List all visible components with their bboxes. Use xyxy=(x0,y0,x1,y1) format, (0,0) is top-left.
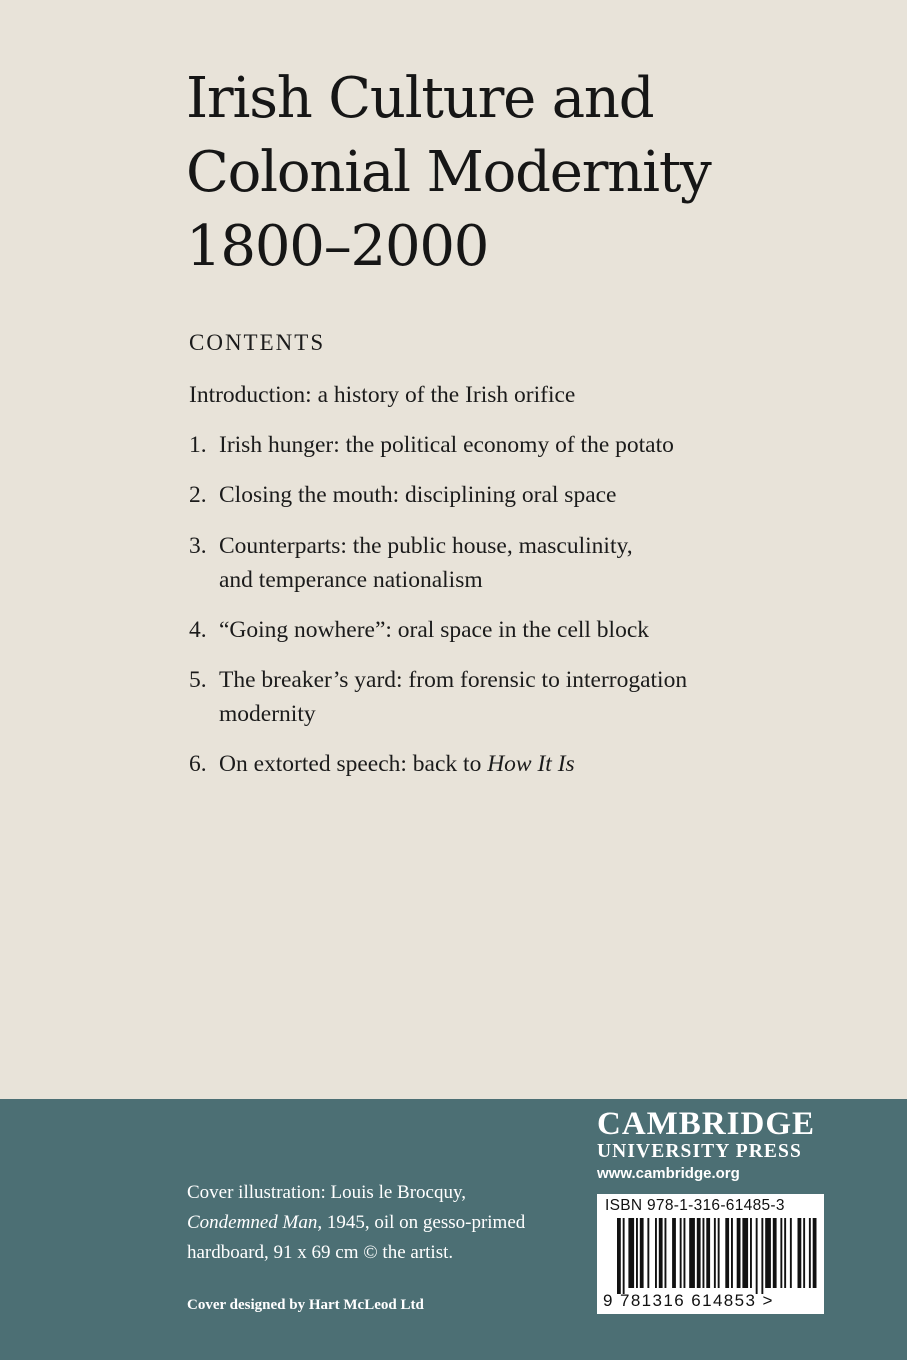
chapter-title-continued: modernity xyxy=(219,701,316,727)
barcode-bar xyxy=(765,1218,771,1288)
barcode-bar xyxy=(780,1218,782,1288)
chapter-number: 6. xyxy=(189,751,207,777)
isbn-barcode xyxy=(597,1194,824,1314)
chapter-title: Counterparts: the public house, masculinity, xyxy=(219,533,633,559)
chapter-number: 2. xyxy=(189,482,207,508)
barcode-bar xyxy=(737,1218,741,1288)
title-line-3: 1800–2000 xyxy=(186,214,489,279)
barcode-bar xyxy=(697,1218,701,1288)
chapter-title: Irish hunger: the political economy of the potato xyxy=(219,432,674,458)
barcode-bar xyxy=(803,1218,805,1288)
artwork-details: 1945, oil on gesso-primed xyxy=(322,1212,526,1233)
barcode-bar xyxy=(680,1218,682,1288)
publisher-logo xyxy=(597,1106,837,1182)
chapter-title: The breaker’s yard: from forensic to interrogation xyxy=(219,667,688,693)
barcode-bar xyxy=(640,1218,644,1288)
barcode-bar xyxy=(703,1218,705,1288)
barcode-bar xyxy=(731,1218,733,1288)
isbn-label: ISBN 978-1-316-61485-3 xyxy=(605,1197,785,1214)
barcode-bar xyxy=(647,1218,649,1288)
barcode-bar xyxy=(689,1218,695,1288)
publisher-url[interactable]: www.cambridge.org xyxy=(597,1165,740,1182)
publisher-name: CAMBRIDGE xyxy=(597,1106,816,1142)
barcode-bar xyxy=(773,1218,777,1288)
barcode-bar xyxy=(813,1218,817,1288)
contents-heading: CONTENTS xyxy=(189,330,326,355)
credit-line-3: hardboard, 91 x 69 cm © the artist. xyxy=(187,1242,454,1263)
barcode-bar xyxy=(714,1218,716,1288)
chapter-title-continued: and temperance nationalism xyxy=(219,567,483,593)
barcode-bar xyxy=(628,1218,634,1288)
credit-line-2 xyxy=(187,1208,567,1238)
barcode-bar xyxy=(706,1218,710,1288)
chapter-title xyxy=(219,747,809,781)
barcode-bar xyxy=(750,1218,752,1288)
chapter-number: 1. xyxy=(189,432,207,458)
barcode-bar xyxy=(790,1218,792,1288)
barcode-digits: 9 781316 614853 > xyxy=(603,1291,774,1310)
barcode-bar xyxy=(725,1218,729,1288)
barcode-bar xyxy=(623,1218,625,1294)
chapter-number: 5. xyxy=(189,667,207,693)
barcode-bar xyxy=(742,1218,748,1288)
cover-illustration-credit xyxy=(187,1178,567,1268)
title-line-2: Colonial Modernity xyxy=(186,140,711,205)
cover-designer-credit: Cover designed by Hart McLeod Ltd xyxy=(187,1297,424,1313)
chapter-title-text: On extorted speech: back to xyxy=(219,751,488,777)
book-title xyxy=(186,62,866,284)
barcode-bar xyxy=(756,1218,758,1294)
title-line-1: Irish Culture and xyxy=(186,66,654,131)
publisher-subtitle: UNIVERSITY PRESS xyxy=(597,1141,802,1162)
barcode-bar xyxy=(672,1218,676,1288)
barcode-bar xyxy=(761,1218,763,1294)
chapter-number: 3. xyxy=(189,533,207,559)
artwork-title: Condemned Man, xyxy=(187,1212,323,1233)
barcode-bar xyxy=(784,1218,786,1288)
barcode-bar xyxy=(684,1218,686,1288)
barcode-bar xyxy=(617,1218,621,1294)
chapter-number: 4. xyxy=(189,617,207,643)
credit-line-1: Cover illustration: Louis le Brocquy, xyxy=(187,1182,466,1203)
barcode-bar xyxy=(636,1218,638,1288)
barcode-bar xyxy=(665,1218,667,1288)
barcode-bar xyxy=(798,1218,802,1288)
chapter-title: “Going nowhere”: oral space in the cell block xyxy=(219,617,650,643)
chapter-title-italic: How It Is xyxy=(487,751,575,777)
barcode-bar xyxy=(809,1218,811,1288)
barcode-bar xyxy=(718,1218,720,1288)
chapter-title: Closing the mouth: disciplining oral space xyxy=(219,482,617,508)
barcode-bar xyxy=(659,1218,663,1288)
barcode-bar xyxy=(655,1218,657,1288)
toc-introduction: Introduction: a history of the Irish orifice xyxy=(189,382,576,408)
